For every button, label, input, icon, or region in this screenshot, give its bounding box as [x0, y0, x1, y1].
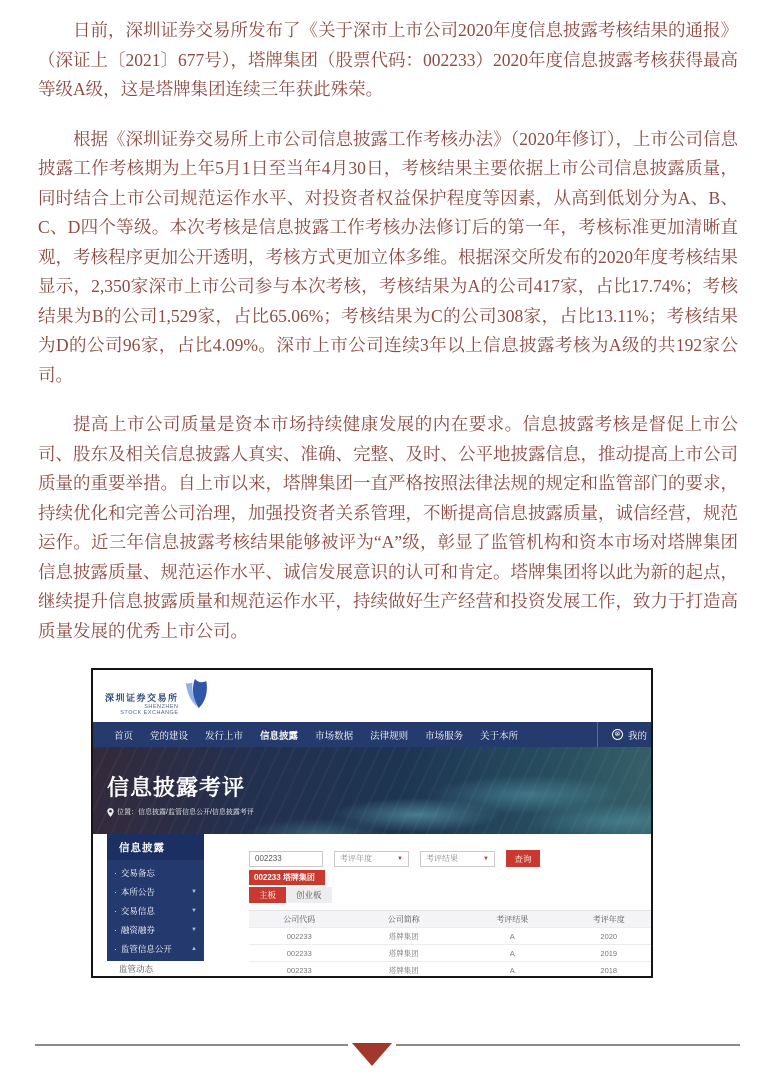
- nav-item-rules[interactable]: 法律规则: [370, 730, 409, 742]
- paragraph-3: 提高上市公司质量是资本市场持续健康发展的内在要求。信息披露考核是督促上市公司、股东及相关信息披露人真实、准确、完整、及时、公平地披露信息，推动提高上市公司质量的重要举措。自上市以来，塔牌集团一直严格按照法律法规的规定和监管部门的要求，持续优化和完善公司治理，加强投资者关系管理，不断提高信息披露质量，诚信经营，规范运作。近三年信息披露考核结果能够被评为“A”级，彰显了监管机构和资本市场对塔牌集团信息披露质量、规范运作水平、诚信发展意识的认可和肯定。塔牌集团将以此为新的起点，继续提升信息披露质量和规范运作水平，持续做好生产经营和投资发展工作，致力于打造高质量发展的优秀上市公司。: [38, 414, 738, 641]
- footer-triangle-icon: [352, 1043, 392, 1066]
- year-select[interactable]: 考评年度 ▼: [334, 851, 409, 867]
- stock-code-input[interactable]: [249, 851, 323, 867]
- nav-item-party-building[interactable]: 党的建设: [150, 730, 189, 742]
- nav-item-market-services[interactable]: 市场服务: [425, 730, 464, 742]
- search-bar: [249, 850, 651, 867]
- sidebar-item-trading-info[interactable]: · 交易信息 ▼: [114, 905, 197, 916]
- footer-divider-right: [396, 1044, 740, 1046]
- sidebar-subitem-regulatory-news[interactable]: 监管动态: [107, 961, 204, 978]
- szse-shield-icon: [183, 677, 209, 711]
- sidebar-item-exchange-notices[interactable]: · 本所公告 ▼: [114, 886, 197, 897]
- sidebar: [107, 834, 204, 978]
- article-body: [38, 16, 738, 666]
- table-row[interactable]: 002233 塔牌集团 A 2018: [249, 962, 651, 978]
- hero-banner: [93, 747, 651, 834]
- main-panel: [204, 834, 653, 978]
- nav-item-about[interactable]: 关于本所: [480, 730, 519, 742]
- sidebar-item-margin-trading[interactable]: · 融资融券 ▼: [114, 924, 197, 935]
- result-select[interactable]: 考评结果 ▼: [420, 851, 495, 867]
- nav-item-home[interactable]: 首页: [114, 730, 134, 742]
- tab-main-board[interactable]: 主板: [249, 887, 286, 903]
- location-pin-icon: [107, 808, 114, 817]
- select-arrow-icon: ▼: [483, 855, 489, 862]
- content-area: [93, 834, 651, 978]
- nav-item-disclosure[interactable]: 信息披露: [260, 728, 298, 742]
- nav-user-label: 我的: [627, 730, 647, 742]
- chevron-down-icon: ▼: [191, 888, 197, 895]
- logo-name-en1: SHENZHEN: [144, 704, 179, 710]
- table-row[interactable]: 002233 塔牌集团 A 2020: [249, 928, 651, 945]
- main-nav: [93, 722, 651, 747]
- sidebar-item-regulatory-disclosure[interactable]: · 监管信息公开 ▲: [114, 943, 197, 954]
- footer-divider-left: [35, 1044, 348, 1046]
- query-button[interactable]: 查询: [506, 850, 540, 867]
- sidebar-item-trading-memo[interactable]: · 交易备忘: [114, 867, 155, 878]
- chevron-down-icon: ▼: [191, 907, 197, 914]
- szse-logo: [105, 677, 209, 716]
- nav-user-menu[interactable]: [597, 722, 651, 747]
- select-arrow-icon: ▼: [397, 855, 403, 862]
- table-header-row: 公司代码 公司简称 考评结果 考评年度: [249, 911, 651, 928]
- szse-website-screenshot: [91, 668, 653, 978]
- site-header: [93, 670, 651, 722]
- paragraph-1: 日前，深圳证券交易所发布了《关于深市上市公司2020年度信息披露考核结果的通报》（深证上〔2021〕677号），塔牌集团（股票代码：002233）2020年度信息披露考核获得最高等级A级，这是塔牌集团连续三年获此殊荣。: [38, 20, 738, 99]
- nav-item-market-data[interactable]: 市场数据: [315, 730, 354, 742]
- search-suggestion[interactable]: 002233 塔牌集团: [249, 870, 325, 885]
- tab-chinext[interactable]: 创业板: [286, 887, 332, 903]
- logo-name-en2: STOCK EXCHANGE: [120, 710, 179, 716]
- chevron-down-icon: ▼: [191, 926, 197, 933]
- sidebar-title: 信息披露: [107, 834, 204, 860]
- chevron-up-icon: ▲: [191, 945, 197, 952]
- breadcrumb: [107, 807, 254, 817]
- results-table: [249, 910, 651, 978]
- user-circle-icon: ⊗: [612, 729, 623, 740]
- nav-item-listing[interactable]: 发行上市: [205, 730, 244, 742]
- logo-name-cn: 深圳证券交易所: [105, 693, 179, 703]
- paragraph-2: 根据《深圳证券交易所上市公司信息披露工作考核办法》（2020年修订），上市公司信息披露工作考核期为上年5月1日至当年4月30日，考核结果主要依据上市公司信息披露质量，同时结合上市公司规范运作水平、对投资者权益保护程度等因素，从高到低划分为A、B、C、D四个等级。本次考核是信息披露工作考核办法修订后的第一年，考核标准更加清晰直观，考核程序更加公开透明，考核方式更加立体多维。根据深交所发布的2020年度考核结果显示，2,350家深市上市公司参与本次考核，考核结果为A的公司417家，占比17.74%；考核结果为B的公司1,529家，占比65.06%；考核结果为C的公司308家，占比13.11%；考核结果为D的公司96家，占比4.09%。深市上市公司连续3年以上信息披露考核为A级的共192家公司。: [38, 128, 738, 385]
- page-title: 信息披露考评: [107, 775, 246, 800]
- breadcrumb-text: 位置：信息披露/监管信息公开/信息披露考评: [117, 809, 254, 816]
- board-tabs: [249, 887, 651, 903]
- table-row[interactable]: 002233 塔牌集团 A 2019: [249, 945, 651, 962]
